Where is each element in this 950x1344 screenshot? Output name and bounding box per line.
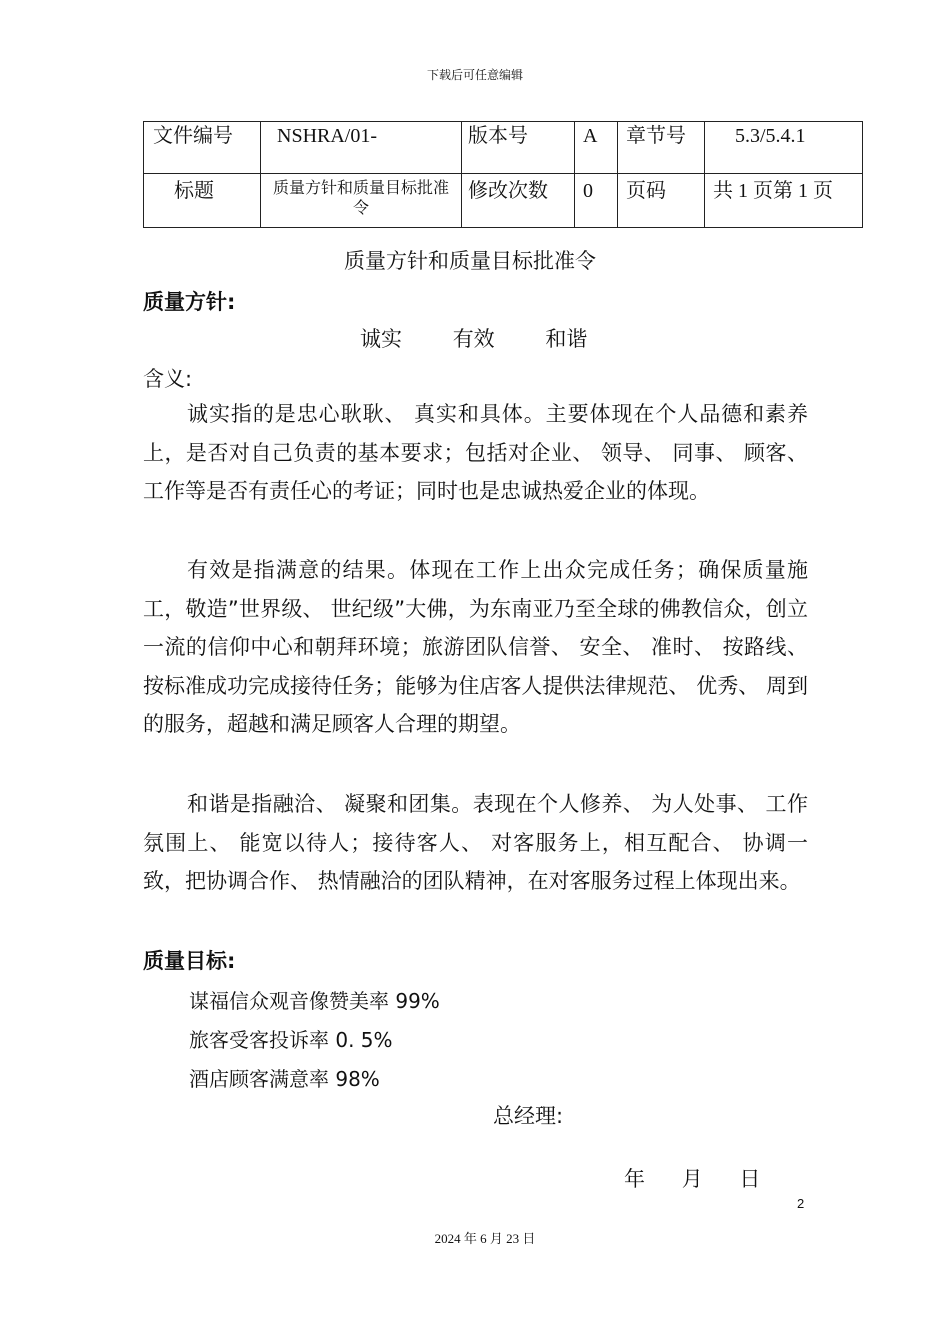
- day-label: 日: [739, 1167, 761, 1191]
- goal-item: 旅客受客投诉率 0. 5%: [189, 1028, 393, 1052]
- page-label: 页码: [618, 174, 705, 228]
- document-info-table: [143, 121, 863, 228]
- goals-heading: 质量目标:: [143, 949, 236, 973]
- motto: [360, 323, 631, 353]
- meaning-label: 含义:: [143, 367, 193, 391]
- motto-item: 诚实: [360, 327, 402, 351]
- chapter-value: 5.3/5.4.1: [705, 122, 863, 174]
- goal-item: 酒店顾客满意率 98%: [189, 1067, 380, 1091]
- signature-date-line: [624, 1163, 790, 1193]
- file-no-value: NSHRA/01-: [261, 122, 462, 174]
- paragraph-effectiveness: 有效是指满意的结果。体现在工作上出众完成任务；确保质量施工，敬造”世界级、 世纪级”大佛，为东南亚乃至全球的佛教信众，创立一流的信仰中心和朝拜环境；旅游团队信誉、 安全、 准时、 按路线、 按标准成功完成接待任务；能够为住店客人提供法律规范、 优秀、 周到的服务，超越和满足顾客人合理的期望。: [143, 558, 808, 737]
- general-manager-label: 总经理:: [493, 1104, 564, 1128]
- paragraph-harmony: 和谐是指融洽、 凝聚和团集。表现在个人修养、 为人处事、 工作氛围上、 能宽以待人；接待客人、 对客服务上，相互配合、 协调一致，把协调合作、 热情融洽的团队精神，在对客服务过程上体现出来。: [143, 792, 808, 894]
- policy-heading: 质量方针:: [143, 290, 236, 314]
- page-number: 2: [797, 1196, 805, 1211]
- title-value: 质量方针和质量目标批准令: [261, 174, 462, 228]
- document-title: 质量方针和质量目标批准令: [344, 249, 596, 273]
- paragraph-honesty: 诚实指的是忠心耿耿、 真实和具体。主要体现在个人品德和素养上，是否对自己负责的基本要求；包括对企业、 领导、 同事、 顾客、 工作等是否有责任心的考证；同时也是忠诚热爱企业的体现。: [143, 402, 808, 504]
- title-label: 标题: [144, 174, 261, 228]
- goal-item: 谋福信众观音像赞美率 99%: [189, 989, 440, 1013]
- revision-value: 0: [575, 174, 618, 228]
- year-label: 年: [624, 1167, 645, 1191]
- motto-item: 有效: [452, 327, 495, 351]
- version-label: 版本号: [462, 122, 575, 174]
- footer-date: 2024 年 6 月 23 日: [434, 1231, 536, 1246]
- header-note: 下载后可任意编辑: [426, 68, 523, 82]
- file-no-label: 文件编号: [144, 122, 261, 174]
- revision-label: 修改次数: [462, 174, 575, 228]
- version-value: A: [575, 122, 618, 174]
- month-label: 月: [681, 1167, 703, 1191]
- chapter-label: 章节号: [618, 122, 705, 174]
- motto-item: 和谐: [545, 327, 588, 351]
- page-value: 共 1 页第 1 页: [705, 174, 863, 228]
